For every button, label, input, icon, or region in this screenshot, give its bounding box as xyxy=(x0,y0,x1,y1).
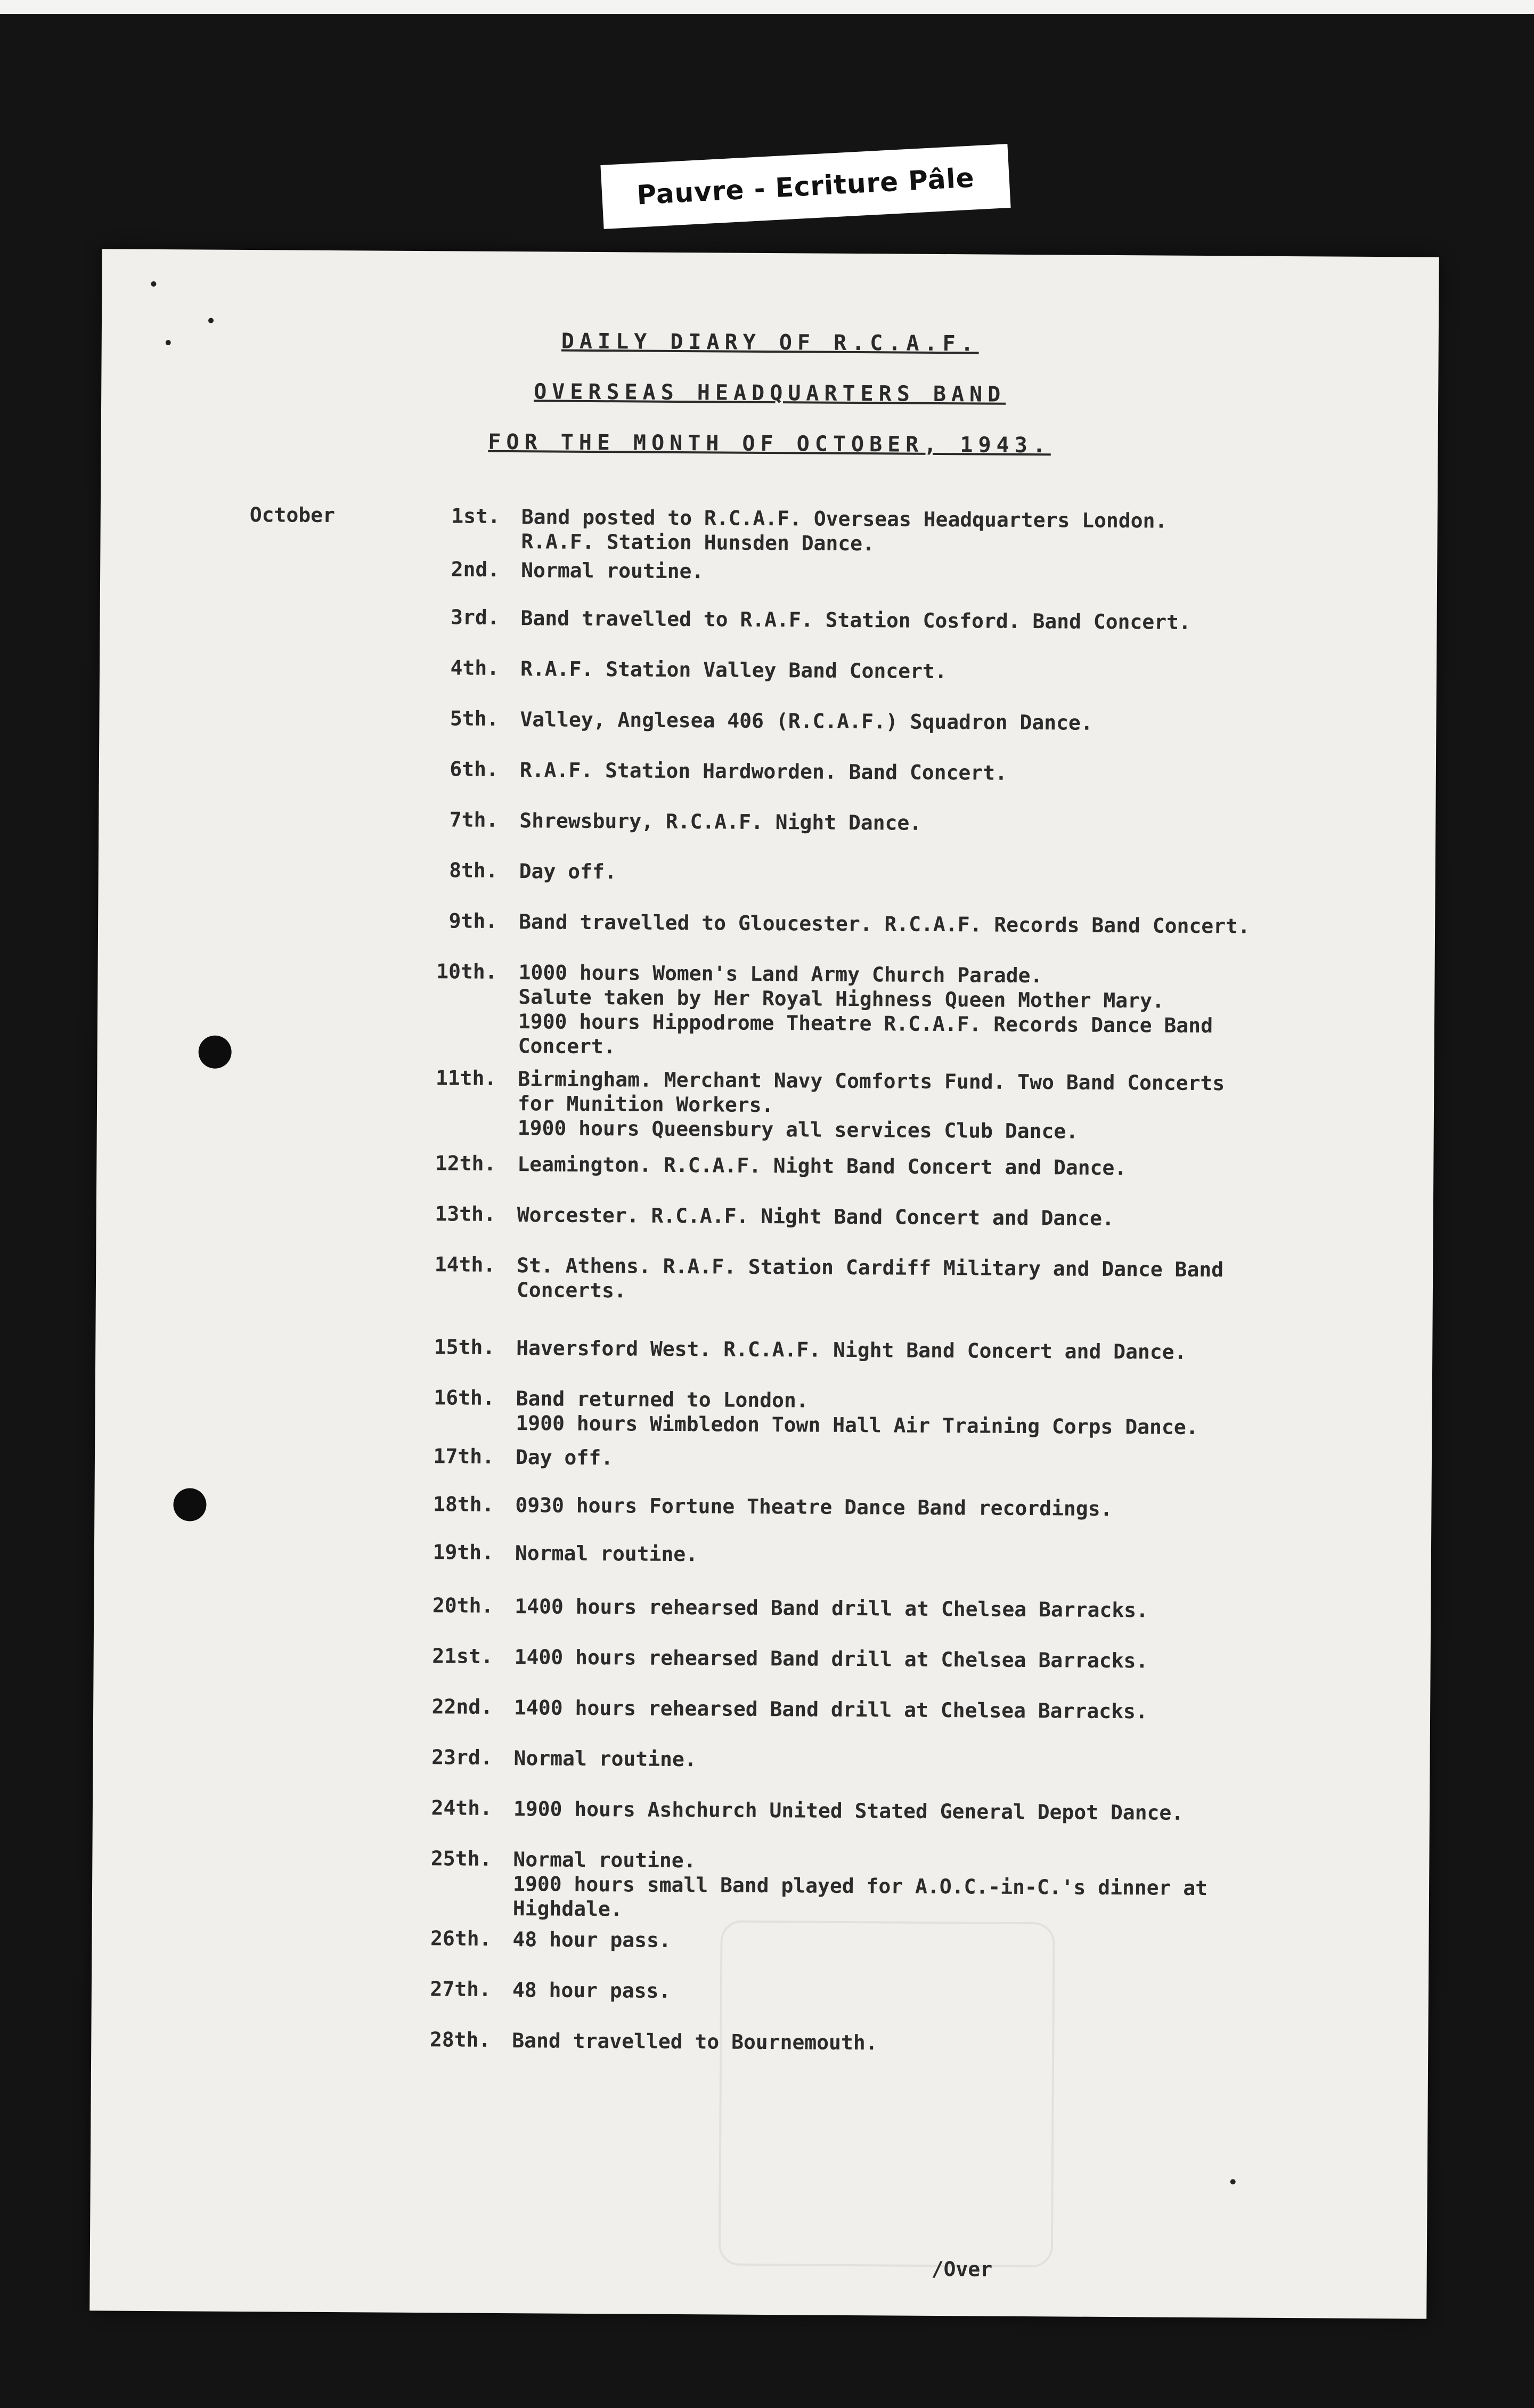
speck xyxy=(1230,2179,1236,2184)
diary-entry xyxy=(95,1490,1432,1520)
entry-text: 1400 hours rehearsed Band drill at Chelsea Barracks. xyxy=(514,1645,1148,1673)
entry-text: R.A.F. Station Hardworden. Band Concert. xyxy=(519,758,1008,785)
entry-text: 1000 hours Women's Land Army Church Parade. Salute taken by Her Royal Highness Queen Mother Mary. 1900 hours Hippodrome Theatre R.C.A.F. Records Dance Band Concert. xyxy=(518,961,1213,1059)
entry-text: Band travelled to Bournemouth. xyxy=(512,2029,878,2055)
entry-day: 11th. xyxy=(435,1066,497,1090)
diary-page xyxy=(89,249,1439,2318)
entry-day: 9th. xyxy=(448,909,498,933)
entry-day: 25th. xyxy=(430,1846,492,1870)
entry-day: 3rd. xyxy=(450,605,500,629)
diary-entry xyxy=(99,856,1435,884)
entry-day: 7th. xyxy=(449,808,499,832)
entry-text: Haversford West. R.C.A.F. Night Band Concert and Dance. xyxy=(516,1336,1187,1364)
speck xyxy=(151,281,156,287)
entry-text: Day off. xyxy=(515,1445,614,1470)
entry-text: R.A.F. Station Valley Band Concert. xyxy=(520,657,947,684)
title-line-3: FOR THE MONTH OF OCTOBER, 1943. xyxy=(488,429,1051,458)
entry-day: 17th. xyxy=(433,1444,495,1468)
entry-text: 1900 hours Ashchurch United Stated General Depot Dance. xyxy=(513,1797,1184,1825)
entry-text: St. Athens. R.A.F. Station Cardiff Military and Dance Band Concerts. xyxy=(516,1254,1224,1303)
entry-day: 5th. xyxy=(450,706,499,730)
diary-entry xyxy=(98,907,1435,938)
entry-text: Band travelled to Gloucester. R.C.A.F. Records Band Concert. xyxy=(519,910,1250,938)
diary-entry xyxy=(93,1693,1430,1723)
entry-day: 6th. xyxy=(450,757,499,781)
entry-day: 12th. xyxy=(435,1151,496,1175)
entry-day: 26th. xyxy=(430,1926,492,1950)
entry-text: Birmingham. Merchant Navy Comforts Fund. Two Band Concerts for Munition Workers. 1900 hours Queensbury all services Club Dance. xyxy=(517,1067,1225,1143)
entry-text: Band travelled to R.A.F. Station Cosford. Band Concert. xyxy=(520,606,1192,634)
entry-day: 23rd. xyxy=(431,1745,493,1769)
entry-text: 48 hour pass. xyxy=(512,1978,671,2003)
diary-entry xyxy=(98,957,1435,1059)
diary-entry xyxy=(93,1743,1430,1771)
entry-day: 10th. xyxy=(436,959,497,983)
over-note: /Over xyxy=(931,2257,993,2281)
diary-entry xyxy=(93,1844,1430,1921)
entry-text: Normal routine. 1900 hours small Band played for A.O.C.-in-C.'s dinner at Highdale. xyxy=(512,1848,1208,1921)
top-film-strip xyxy=(0,0,1534,14)
faded-stamp xyxy=(719,1921,1055,2268)
entry-text: Normal routine. xyxy=(521,558,704,583)
entry-day: 24th. xyxy=(431,1796,493,1820)
diary-entry xyxy=(96,1250,1433,1303)
diary-entry xyxy=(100,654,1437,684)
entry-day: 15th. xyxy=(434,1335,495,1359)
diary-entry xyxy=(93,1794,1430,1825)
diary-entry xyxy=(97,1064,1434,1143)
entry-text: 1400 hours rehearsed Band drill at Chelsea Barracks. xyxy=(513,1696,1148,1723)
entry-text: 48 hour pass. xyxy=(512,1927,672,1952)
entry-day: 8th. xyxy=(449,858,498,882)
entry-text: Leamington. R.C.A.F. Night Band Concert and Dance. xyxy=(517,1152,1127,1180)
entry-text: Band posted to R.C.A.F. Overseas Headquarters London. R.A.F. Station Hunsden Dance. xyxy=(521,505,1168,556)
entry-text: Valley, Anglesea 406 (R.C.A.F.) Squadron Dance. xyxy=(520,707,1093,735)
entry-day: 21st. xyxy=(432,1644,493,1668)
diary-entry xyxy=(101,502,1438,556)
archive-label-text: Pauvre - Ecriture Pâle xyxy=(636,162,975,211)
diary-entry xyxy=(99,806,1435,835)
entry-day: 16th. xyxy=(434,1386,495,1410)
diary-entry xyxy=(94,1538,1431,1566)
entry-day: 14th. xyxy=(434,1252,496,1276)
entry-day: 13th. xyxy=(435,1202,496,1226)
diary-entry xyxy=(97,1149,1434,1180)
diary-entry xyxy=(96,1200,1433,1231)
diary-entry xyxy=(100,603,1437,634)
entry-text: Worcester. R.C.A.F. Night Band Concert and Dance. xyxy=(517,1203,1114,1231)
entry-day: 20th. xyxy=(432,1593,494,1617)
punch-hole xyxy=(198,1036,231,1069)
title-line-1: DAILY DIARY OF R.C.A.F. xyxy=(561,329,979,356)
entry-text: 1400 hours rehearsed Band drill at Chelsea Barracks. xyxy=(515,1595,1149,1622)
entry-day: 4th. xyxy=(450,656,500,680)
entry-text: Normal routine. xyxy=(513,1746,697,1771)
entry-day: 18th. xyxy=(433,1492,494,1516)
diary-entry xyxy=(94,1642,1431,1673)
entry-text: Shrewsbury, R.C.A.F. Night Dance. xyxy=(519,809,922,835)
entry-text: Band returned to London. 1900 hours Wimbledon Town Hall Air Training Corps Dance. xyxy=(516,1387,1198,1439)
entry-day: 28th. xyxy=(429,2028,491,2052)
entry-text: Day off. xyxy=(519,859,617,884)
entry-day: 27th. xyxy=(430,1977,492,2001)
punch-hole xyxy=(173,1488,206,1521)
archive-label xyxy=(600,144,1010,229)
diary-entry xyxy=(95,1384,1432,1439)
diary-entry xyxy=(100,704,1437,735)
entry-text: Normal routine. xyxy=(515,1541,698,1566)
entry-text: 0930 hours Fortune Theatre Dance Band recordings. xyxy=(515,1493,1113,1520)
entry-month: October xyxy=(249,503,336,527)
title-line-2: OVERSEAS HEADQUARTERS BAND xyxy=(534,379,1006,407)
entry-day: 2nd. xyxy=(451,557,500,581)
entry-day: 19th. xyxy=(433,1540,494,1564)
speck xyxy=(208,318,214,323)
diary-entry xyxy=(95,1442,1432,1470)
diary-entry xyxy=(95,1333,1432,1364)
diary-entry xyxy=(94,1591,1431,1622)
entry-day: 22nd. xyxy=(431,1695,493,1719)
diary-entry xyxy=(99,755,1436,785)
entry-day: 1st. xyxy=(451,504,500,528)
